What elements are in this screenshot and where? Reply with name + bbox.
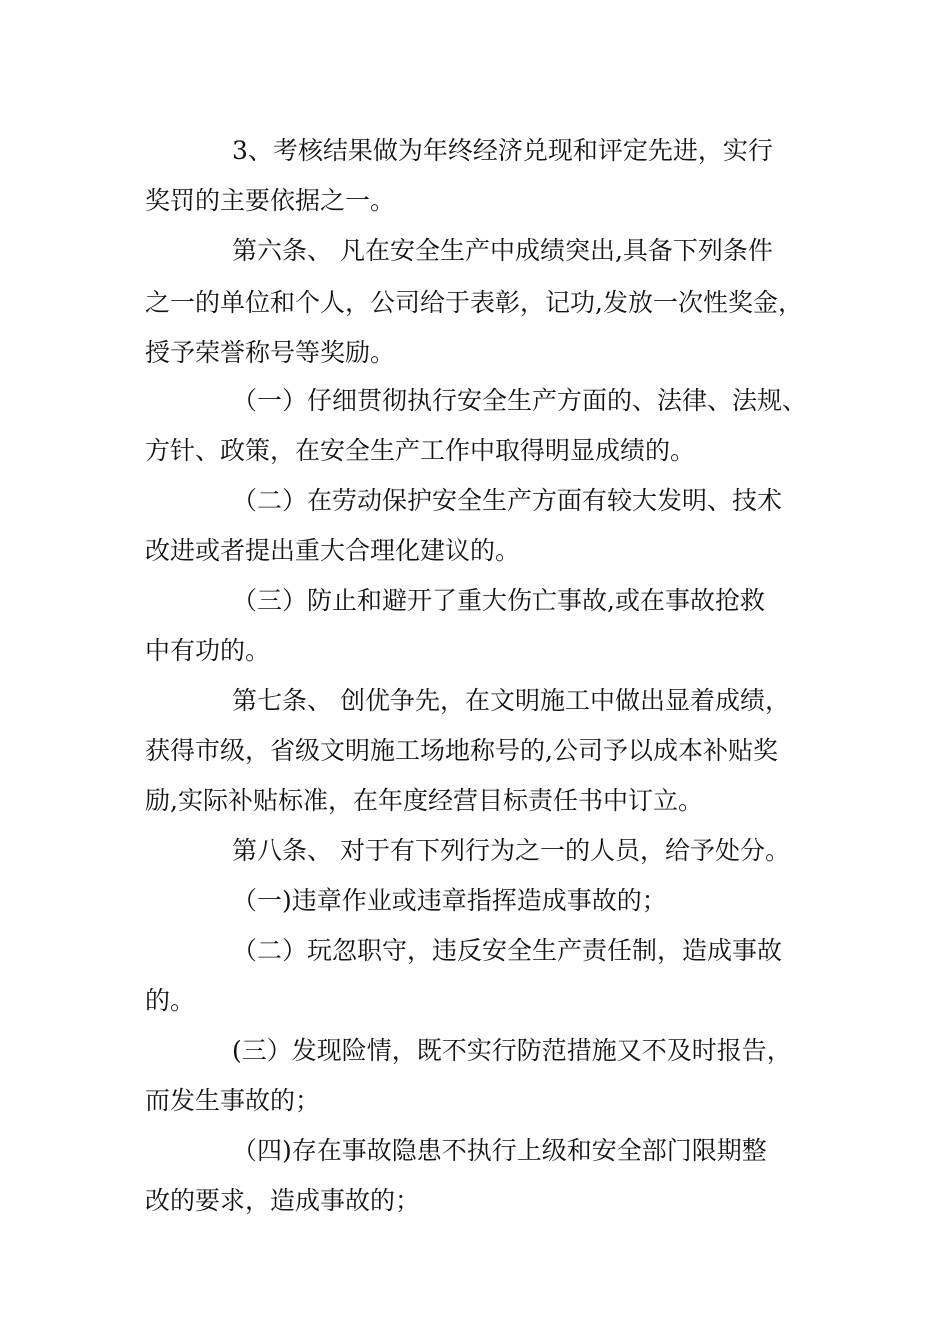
paragraph-line: （一)违章作业或违章指挥造成事故的；: [232, 886, 667, 915]
paragraph-line: 的。: [145, 986, 196, 1015]
paragraph-line: （三）防止和避开了重大伤亡事故,或在事故抢救: [232, 586, 765, 615]
paragraph-line: 第六条、 凡在安全生产中成绩突出,具备下列条件: [232, 236, 773, 265]
paragraph-line: 改的要求，造成事故的；: [145, 1186, 421, 1215]
paragraph-line: （四)存在事故隐患不执行上级和安全部门限期整: [232, 1136, 767, 1165]
paragraph-line: (三）发现险情，既不实行防范措施又不及时报告，: [232, 1036, 792, 1065]
paragraph-line: 第八条、 对于有下列行为之一的人员，给予处分。: [232, 836, 790, 865]
paragraph-line: （二）玩忽职守，违反安全生产责任制，造成事故: [232, 936, 783, 965]
paragraph-line: 方针、政策，在安全生产工作中取得明显成绩的。: [145, 436, 696, 465]
paragraph-line: 第七条、 创优争先，在文明施工中做出显着成绩，: [232, 686, 790, 715]
paragraph-line: 3、考核结果做为年终经济兑现和评定先进，实行: [232, 136, 773, 165]
paragraph-line: 之一的单位和个人，公司给于表彰，记功,发放一次性奖金，: [145, 288, 803, 317]
paragraph-line: （一）仔细贯彻执行安全生产方面的、法律、法规、: [232, 386, 808, 415]
paragraph-line: 改进或者提出重大合理化建议的。: [145, 536, 521, 565]
paragraph-line: 中有功的。: [145, 636, 271, 665]
paragraph-line: 奖罚的主要依据之一。: [145, 186, 396, 215]
paragraph-line: 获得市级，省级文明施工场地称号的,公司予以成本补贴奖: [145, 736, 778, 765]
paragraph-line: 而发生事故的；: [145, 1086, 321, 1115]
paragraph-line: 励,实际补贴标准，在年度经营目标责任书中订立。: [145, 786, 703, 815]
paragraph-line: 授予荣誉称号等奖励。: [145, 338, 396, 367]
paragraph-line: （二）在劳动保护安全生产方面有较大发明、技术: [232, 486, 783, 515]
